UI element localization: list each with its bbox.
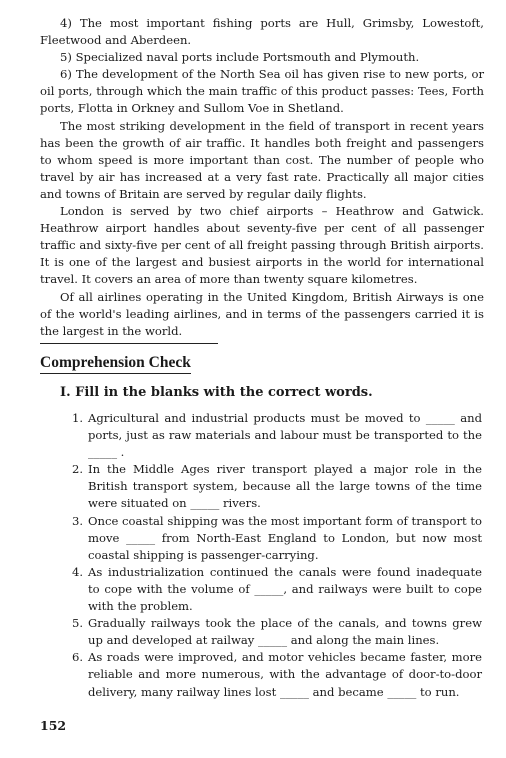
exercise-list — [72, 410, 482, 701]
exercise-text: In the Middle Ages river transport played a major role in the British transport system, because all the large towns of the time were situated on _____ rivers. — [88, 462, 482, 511]
exercise-text: Agricultural and industrial products must be moved to _____ and ports, just as raw materials and labour must be transported to the _____ . — [88, 411, 482, 460]
body-text — [40, 15, 484, 340]
exercise-text: Once coastal shipping was the most important form of transport to move _____ from North-East England to London, but now most coastal shipping is passenger-carrying. — [88, 513, 482, 562]
exercise-number: 1. — [72, 411, 84, 425]
paragraph-air-traffic: The most striking development in the field of transport in recent years has been the growth of air traffic. It handles both freight and passengers to whom speed is more important than cost. The number of people who travel by air has increased at a very fast rate. Practically all major cities and towns of Britain are served by regular daily flights. — [40, 118, 484, 201]
page-number: 152 — [40, 718, 67, 733]
exercise-number: 5. — [72, 616, 84, 631]
section-divider — [40, 343, 218, 344]
exercise-number: 6. — [72, 650, 84, 665]
exercise-text: As industrialization continued the canals were found inadequate to cope with the volume of _____, and railways were built to cope with the problem. — [88, 564, 482, 614]
paragraph-naval-ports: 5) Specialized naval ports include Portsmouth and Plymouth. — [60, 50, 420, 65]
exercise-text: Gradually railways took the place of the canals, and towns grew up and developed at railway _____ and along the main lines. — [88, 616, 482, 648]
task-title: I. Fill in the blanks with the correct words. — [60, 385, 373, 400]
section-title: Comprehension Check — [40, 354, 191, 374]
exercise-item — [72, 564, 482, 615]
exercise-item — [72, 615, 482, 649]
exercise-item — [72, 649, 482, 700]
exercise-number: 3. — [72, 513, 84, 528]
exercise-item — [72, 410, 482, 461]
exercise-number: 4. — [72, 564, 84, 579]
exercise-number: 2. — [72, 462, 84, 477]
paragraph-fishing-ports: 4) The most important fishing ports are Hull, Grimsby, Lowestoft, Fleetwood and Aberdeen. — [40, 16, 484, 48]
paragraph-london-airports: London is served by two chief airports – Heathrow and Gatwick. Heathrow airport handles about seventy-five per cent of all passenger traffic and sixty-five per cent of all freight passing through British airports. It is one of the largest and busiest airports in the world for international travel. It covers an area of more than twenty square kilometres. — [40, 204, 484, 287]
paragraph-oil-ports: 6) The development of the North Sea oil has given rise to new ports, or oil ports, through which the main traffic of this product passes: Tees, Forth ports, Flotta in Orkney and Sullom Voe in Shetland. — [40, 67, 484, 116]
paragraph-british-airways: Of all airlines operating in the United Kingdom, British Airways is one of the world's leading airlines, and in terms of the passengers carried it is the largest in the world. — [40, 289, 484, 338]
exercise-text: As roads were improved, and motor vehicles became faster, more reliable and more numerous, with the advantage of door-to-door delivery, many railway lines lost _____ and became _____ to run. — [88, 650, 482, 699]
exercise-item — [72, 513, 482, 564]
exercise-item — [72, 461, 482, 512]
